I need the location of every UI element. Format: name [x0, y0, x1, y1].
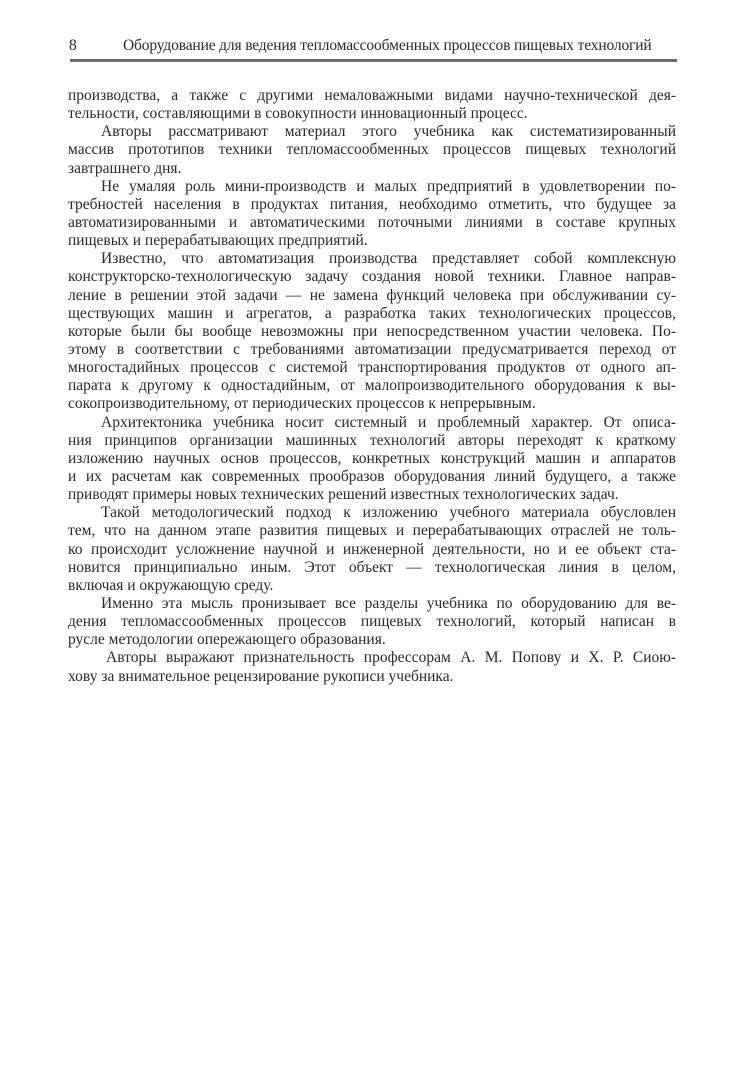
text-line: приводят примеры новых технических решений известных технологических задач.: [68, 486, 619, 504]
paragraph: [68, 649, 676, 685]
text-line: Такой методологический подход к изложению учебного материала обусловлен: [101, 504, 676, 522]
text-line: Не умаляя роль мини-производств и малых предприятий в удовлетворении по-: [101, 177, 676, 195]
text-line: автоматизированными и автоматическими поточными линиями в составе крупных: [68, 213, 676, 231]
text-line: Авторы рассматривают материал этого учебника как систематизированный: [101, 123, 676, 141]
text-line: конструкторско-технологическую задачу создания новой техники. Главное направ-: [68, 268, 676, 286]
text-line: дения тепломассообменных процессов пищевых технологий, который написан в: [68, 613, 676, 631]
running-title: Оборудование для ведения тепломассообменных процессов пищевых технологий: [123, 37, 652, 54]
text-line: Авторы выражают признательность профессорам А. М. Попову и Х. Р. Сиою-: [106, 649, 676, 667]
body-text: [68, 87, 676, 686]
text-line: изложению научных основ процессов, конкретных конструкций машин и аппаратов: [68, 449, 676, 467]
text-line: сокопроизводительному, от периодических процессов к непрерывным.: [68, 395, 536, 413]
text-line: тем, что на данном этапе развития пищевых и перерабатывающих отраслей не толь-: [68, 522, 676, 540]
text-line: пищевых и перерабатывающих предприятий.: [68, 232, 368, 250]
text-line: которые были бы вообще невозможны при непосредственном участии человека. По-: [68, 322, 676, 340]
text-line: и их расчетам как современных прообразов оборудования линий будущего, а также: [68, 467, 676, 485]
text-line: включая и окружающую среду.: [68, 576, 274, 594]
paragraph: [68, 178, 676, 251]
paragraph: [68, 595, 676, 649]
text-line: парата к другому к одностадийным, от малопроизводительного оборудования к вы-: [68, 377, 676, 395]
text-line: тельности, составляющими в совокупности инновационный процесс.: [68, 105, 528, 123]
text-line: ление в решении этой задачи — не замена функций человека при обслуживании су-: [68, 286, 676, 304]
text-line: ния принципов организации машинных технологий авторы переходят к краткому: [68, 431, 676, 449]
running-header: [69, 36, 676, 56]
text-line: новится принципиально иным. Этот объект — технологическая линия в целом,: [68, 558, 676, 576]
text-line: Известно, что автоматизация производства представляет собой комплексную: [101, 250, 676, 268]
text-line: ществующих машин и агрегатов, а разработка таких технологических процессов,: [68, 304, 676, 322]
paragraph: [68, 87, 676, 123]
text-line: завтрашнего дня.: [68, 159, 182, 177]
paragraph: [68, 250, 676, 413]
text-line: хову за внимательное рецензирование рукописи учебника.: [68, 667, 454, 685]
text-line: Именно эта мысль пронизывает все разделы учебника по оборудованию для ве-: [101, 594, 676, 612]
header-rule: [70, 59, 677, 62]
text-line: ко происходит усложнение научной и инженерной деятельности, но и ее объект ста-: [68, 540, 676, 558]
text-line: этому в соответствии с требованиями автоматизации предусматривается переход от: [68, 340, 676, 358]
text-line: русле методологии опережающего образования.: [68, 631, 386, 649]
page-number: 8: [69, 37, 77, 54]
text-line: многостадийных процессов с системой транспортирования продуктов от одного ап-: [68, 359, 676, 377]
text-line: производства, а также с другими немаловажными видами научно-технической дея-: [68, 87, 676, 104]
text-line: требностей населения в продуктах питания, необходимо отметить, что будущее за: [68, 195, 676, 213]
text-line: массив прототипов техники тепломассообменных процессов пищевых технологий: [68, 141, 676, 159]
paragraph: [68, 123, 676, 177]
text-line: Архитектоника учебника носит системный и проблемный характер. От описа-: [101, 413, 676, 431]
paragraph: [68, 504, 676, 595]
paragraph: [68, 414, 676, 505]
